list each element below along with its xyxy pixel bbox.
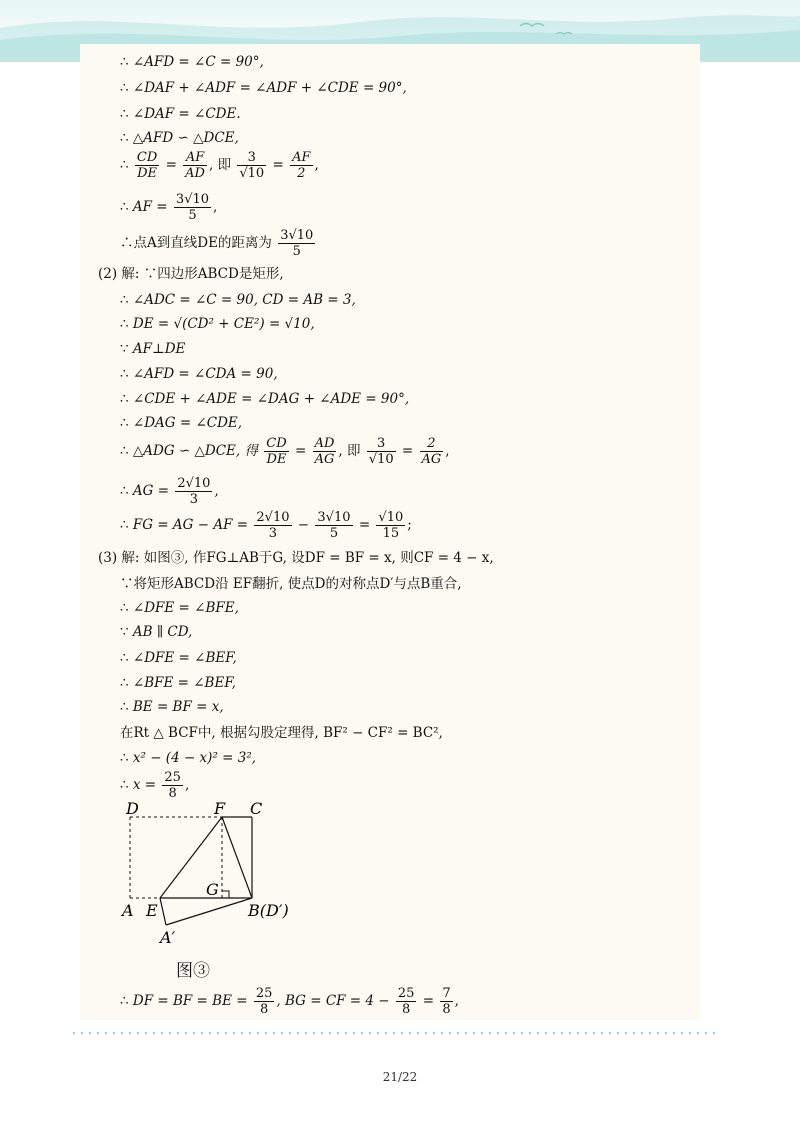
fraction: $\frac{CD}{DE}$: [266, 436, 287, 467]
fraction: $\frac{25}{8}$: [164, 770, 181, 801]
solution-line: ∴ AF = $\frac{3√10}{5}$ ,: [120, 192, 218, 223]
point-label-B: B(D′): [248, 901, 289, 920]
page-number: 21/22: [382, 1070, 418, 1084]
solution-line: ∵ AB ∥ CD,: [120, 624, 193, 640]
dotted-divider: [70, 1031, 720, 1035]
solution-line: ∴ x = $\frac{25}{8}$ ,: [120, 770, 190, 801]
fraction: $\frac{2√10}{3}$: [256, 510, 290, 541]
fraction: $\frac{25}{8}$: [397, 986, 415, 1017]
solution-part-heading: (2) 解: ∵四边形ABCD是矩形,: [98, 266, 284, 282]
fraction: $\frac{7}{8}$: [442, 986, 451, 1017]
right-angle-mark: [222, 891, 229, 898]
point-label-G: G: [206, 880, 219, 899]
solution-line: ∴ △ADG ∽ △DCE, 得 $\frac{CD}{DE}$ = $\frac{AD}{AG}$ , 即 $\frac{3}{√10}$ = $\frac{2}{AG}$ ,: [120, 436, 450, 467]
solution-line: ∴ ∠DAF + ∠ADF = ∠ADF + ∠CDE = 90°,: [120, 80, 407, 96]
point-label-A: A: [122, 901, 134, 920]
solution-line: ∵ AF⊥DE: [120, 341, 186, 357]
solution-line: ∵将矩形ABCD沿 EF翻折, 使点D的对称点D′与点B重合,: [120, 576, 462, 592]
solution-line: ∴ AG = $\frac{2√10}{3}$ ,: [120, 476, 219, 507]
solution-line: 在Rt △ BCF中, 根据勾股定理得, BF² − CF² = BC²,: [120, 725, 443, 741]
point-label-C: C: [250, 799, 263, 818]
fraction: $\frac{AF}{2}$: [292, 150, 311, 181]
point-label-D: D: [126, 799, 139, 818]
fraction: $\frac{√10}{15}$: [378, 510, 404, 541]
fraction: $\frac{2√10}{3}$: [177, 476, 211, 507]
fraction: $\frac{3√10}{5}$: [280, 228, 314, 259]
segment-EA2: [160, 898, 166, 925]
solution-line: ∴ ∠ADC = ∠C = 90, CD = AB = 3,: [120, 292, 356, 308]
solution-line: ∴ ∠DFE = ∠BEF,: [120, 650, 237, 666]
fraction: $\frac{3}{√10}$: [239, 150, 265, 181]
solution-line: ∴ ∠AFD = ∠CDA = 90,: [120, 366, 278, 382]
fraction: $\frac{3√10}{5}$: [317, 510, 351, 541]
solution-line: ∴ ∠AFD = ∠C = 90°,: [120, 54, 264, 70]
fraction: $\frac{25}{8}$: [255, 986, 273, 1017]
fraction: $\frac{AD}{AG}$: [314, 436, 335, 467]
solution-part-heading: (3) 解: 如图③, 作FG⊥AB于G, 设DF = BF = x, 则CF = 4 − x,: [98, 550, 494, 566]
solution-line: ∴ △AFD ∽ △DCE,: [120, 130, 239, 146]
solution-line: ∴ ∠BFE = ∠BEF,: [120, 675, 236, 691]
figure-caption: 图③: [176, 961, 210, 981]
solution-line: ∴ ∠DFE = ∠BFE,: [120, 600, 239, 616]
segment-A2B: [166, 898, 252, 925]
solution-line: ∴ DF = BF = BE = $\frac{25}{8}$ , BG = CF = 4 − $\frac{25}{8}$ = $\frac{7}{8}$ ,: [120, 986, 459, 1017]
geometry-figure: [110, 795, 320, 955]
segment-FB: [222, 817, 252, 898]
solution-line: ∴ DE = √(CD² + CE²) = √10,: [120, 316, 315, 332]
point-label-F: F: [214, 799, 226, 818]
solution-line: ∴点A到直线DE的距离为 $\frac{3√10}{5}$: [120, 228, 314, 259]
fraction: $\frac{AF}{AD}$: [185, 150, 205, 181]
solution-line: ∴ x² − (4 − x)² = 3²,: [120, 750, 257, 766]
solution-line: ∴ ∠DAG = ∠CDE,: [120, 415, 243, 431]
solution-line: ∴ FG = AG − AF = $\frac{2√10}{3}$ − $\frac{3√10}{5}$ = $\frac{√10}{15}$ ;: [120, 510, 412, 541]
point-label-E: E: [146, 901, 158, 920]
solution-line: ∴ BE = BF = x,: [120, 699, 224, 715]
solution-line: ∴ ∠CDE + ∠ADE = ∠DAG + ∠ADE = 90°,: [120, 391, 410, 407]
point-label-A-prime: A′: [160, 928, 176, 947]
fraction: $\frac{3}{√10}$: [368, 436, 394, 467]
solution-line: ∴ $\frac{CD}{DE}$ = $\frac{AF}{AD}$ , 即 $\frac{3}{√10}$ = $\frac{AF}{2}$ ,: [120, 150, 319, 181]
solution-line: ∴ ∠DAF = ∠CDE.: [120, 106, 241, 122]
fraction: $\frac{2}{AG}$: [421, 436, 442, 467]
fraction: $\frac{CD}{DE}$: [136, 150, 158, 181]
fraction: $\frac{3√10}{5}$: [175, 192, 210, 223]
